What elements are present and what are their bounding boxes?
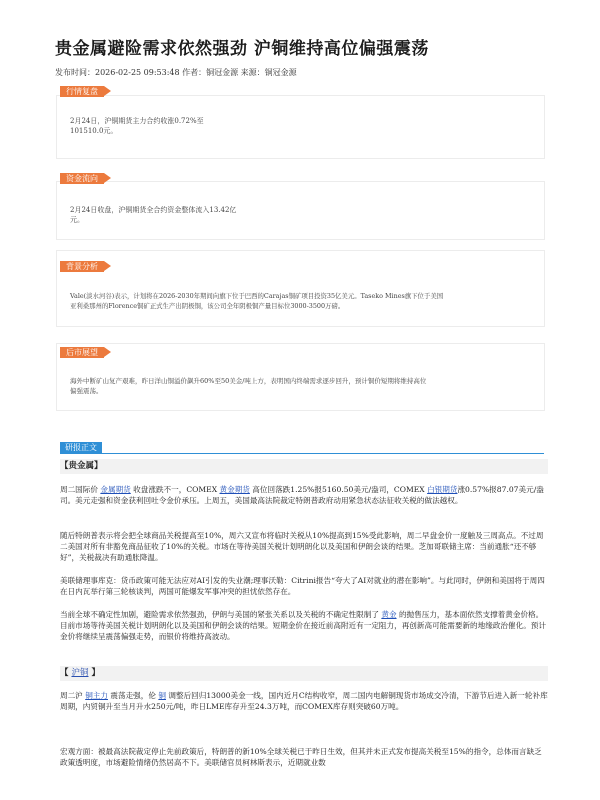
article-title: 贵金属避险需求依然强劲 沪铜维持高位偏强震荡 bbox=[55, 39, 429, 59]
precious-paragraph-3: 美联储理事库克：货币政策可能无法应对AI引发的失业潮;理事沃勒：Citrini报告“夸大了AI对就业的潜在影响”。与此同时，伊朗和美国将于周四在日内瓦举行第三轮核谈判，两国可能爆发军事冲突的担忧依然存在。 bbox=[60, 576, 545, 596]
copper-heading-link[interactable]: 沪铜 bbox=[71, 668, 89, 678]
capital-flow-text bbox=[70, 205, 236, 225]
copper-paragraph-2: 宏观方面：被最高法院裁定停止先前政策后，特朗普的新10%全球关税已于昨日生效，但其并未正式发布提高关税至15%的指令，总体而言缺乏政策透明度，市场避险情绪仍然居高不下。美联储官员柯林斯表示，近期就业数 bbox=[60, 747, 542, 767]
market-review-tag: 行情复盘 bbox=[60, 86, 104, 97]
background-line-2: 亚利桑那州的Florence铜矿正式生产出阴极铜，该公司全年阴极铜产量目标位3000-3500万磅。 bbox=[70, 302, 345, 310]
capital-flow-line-1: 2月24日收盘，沪铜期货全合约资金整体流入13.42亿 bbox=[70, 206, 237, 214]
background-tag: 背景分析 bbox=[60, 261, 104, 272]
metal-futures-link[interactable]: 金属期货 bbox=[100, 485, 131, 494]
copper-heading: 【 沪铜 】 bbox=[60, 666, 548, 681]
outlook-line-2: 偏强震荡。 bbox=[70, 387, 103, 395]
capital-flow-line-2: 元。 bbox=[70, 216, 84, 224]
market-review-text bbox=[70, 116, 204, 136]
copper-paragraph-1: 周二沪 铜主力 震荡走强，伦 铜 调整后回归13000美金一线，国内近月C结构收窄，周二国内电解铜现货市场成交冷清，下游节后进入新一轮补库周期，内贸铜升至当月升水250元/吨，昨日LME库存升至24.3万吨，而COMEX库存则突破60万吨。 bbox=[60, 691, 548, 711]
precious-paragraph-1: 周二国际价 金属期货 收盘涨跌不一，COMEX 黄金期货 高位回落跌1.25%报5160.50美元/盎司，COMEX 白银期货涨0.57%报87.07美元/盎司。美元走强和资金获利回吐令金价承压。上周五，美国最高法院裁定特朗普政府动用紧急状态法征收关税的做法越权。 bbox=[60, 485, 544, 505]
capital-flow-tag: 资金流向 bbox=[60, 173, 104, 184]
outlook-text bbox=[70, 376, 540, 396]
precious-paragraph-4: 当前全球不确定性加剧，避险需求依然强劲，伊朗与美国的紧张关系以及关税的不确定性限制了 黄金 的抛售压力，基本面依然支撑着黄金价格。目前市场等待美国关税计划明朗化以及美国和伊朗会谈的结果。短期金价在接近前高附近有一定阻力，再创新高可能需要新的地缘政治催化。预计金价将继续呈震荡偏强走势，而银价将维持高波动。 bbox=[60, 610, 546, 641]
background-text bbox=[70, 291, 540, 311]
background-box bbox=[56, 250, 545, 327]
copper-main-link[interactable]: 铜主力 bbox=[85, 691, 108, 700]
report-body-tag: 研报正文 bbox=[60, 442, 102, 453]
outlook-tag: 后市展望 bbox=[60, 347, 104, 358]
background-line-1: Vale(淡水河谷)表示，计划将在2026-2030年期间向旗下位于巴西的Carajas铜矿项目投资35亿美元。Taseko Mines旗下位于美国 bbox=[70, 292, 444, 300]
article-meta: 发布时间：2026-02-25 09:53:48 作者：铜冠金源 来源：铜冠金源 bbox=[55, 68, 297, 77]
outlook-line-1: 海外中断矿山复产艰难，昨日洋山铜溢价飙升60%至50美金/吨上方，表明国内终端需求逐步回升，预计铜价短期将维持高位 bbox=[70, 377, 427, 385]
gold-link[interactable]: 黄金 bbox=[381, 610, 397, 619]
report-body-divider bbox=[60, 453, 544, 454]
lme-copper-link[interactable]: 铜 bbox=[158, 691, 166, 700]
precious-metals-heading: 【贵金属】 bbox=[60, 459, 548, 474]
gold-futures-link[interactable]: 黄金期货 bbox=[219, 485, 250, 494]
precious-paragraph-2: 随后特朗普表示将会把全球商品关税提高至10%，周六又宣布将临时关税从10%提高到15%受此影响，周二早盘金价一度触及三周高点。不过周二美国对所有非豁免商品征收了10%的关税。市场在等待美国关税计划明朗化以及美国和伊朗会谈的结果。芝加哥联储主席：当前通胀“还不够好”，关税裁决有助通胀降温。 bbox=[60, 531, 544, 562]
market-review-line-2: 101510.0元。 bbox=[70, 127, 118, 135]
silver-futures-link[interactable]: 白银期货 bbox=[427, 485, 458, 494]
market-review-line-1: 2月24日，沪铜期货主力合约收涨0.72%至 bbox=[70, 117, 204, 125]
